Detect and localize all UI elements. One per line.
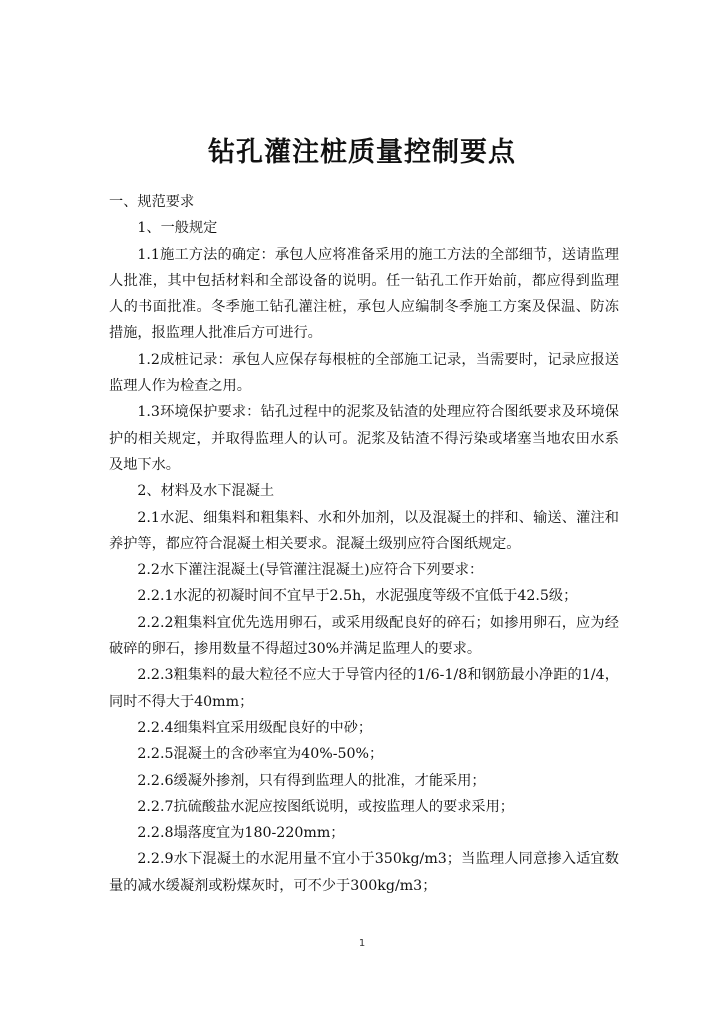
paragraph-1-1: 1.1施工方法的确定：承包人应将准备采用的施工方法的全部细节，送请监理人批准，其中包括材料和全部设备的说明。任一钻孔工作开始前，都应得到监理人的书面批准。冬季施工钻孔灌注桩，承包人应编制冬季施工方案及保温、防冻措施，报监理人批准后方可进行。 [109,246,619,342]
paragraph-2-2-8: 2.2.8塌落度宜为180-220mm； [137,825,345,842]
paragraph-2-2-4: 2.2.4细集料宜采用级配良好的中砂； [137,719,373,736]
document-body [109,189,619,899]
paragraph-1-3: 1.3环境保护要求：钻孔过程中的泥浆及钻渣的处理应符合图纸要求及环境保护的相关规定，并取得监理人的认可。泥浆及钻渣不得污染或堵塞当地农田水系及地下水。 [109,404,619,473]
paragraph-2-2-3: 2.2.3粗集料的最大粒径不应大于导管内径的1/6-1/8和钢筋最小净距的1/4，同时不得大于40mm； [109,667,619,710]
section-heading-1: 一、规范要求 [109,194,195,210]
paragraph-2-2-1: 2.2.1水泥的初凝时间不宜早于2.5h，水泥强度等级不宜低于42.5级； [137,588,578,605]
paragraph-2-2-5: 2.2.5混凝土的含砂率宜为40%-50%； [137,746,384,763]
paragraph-1-2: 1.2成桩记录：承包人应保存每根桩的全部施工记录，当需要时，记录应报送监理人作为检查之用。 [109,351,619,395]
paragraph-2-2-7: 2.2.7抗硫酸盐水泥应按图纸说明，或按监理人的要求采用； [137,798,514,815]
paragraph-2-2: 2.2水下灌注混凝土(导管灌注混凝土)应符合下列要求： [137,562,484,579]
subsection-heading-2: 2、材料及水下混凝土 [137,483,275,500]
page-number: 1 [358,938,366,949]
subsection-heading-1: 1、一般规定 [137,220,218,237]
paragraph-2-1: 2.1水泥、细集料和粗集料、水和外加剂，以及混凝土的拌和、输送、灌注和养护等，都应符合混凝土相关要求。混凝土级别应符合图纸规定。 [109,509,619,552]
paragraph-2-2-2: 2.2.2粗集料宜优先选用卵石，或采用级配良好的碎石；如掺用卵石，应为经破碎的卵石，掺用数量不得超过30%并满足监理人的要求。 [109,614,619,658]
paragraph-2-2-9: 2.2.9水下混凝土的水泥用量不宜小于350kg/m3；当监理人同意掺入适宜数量的减水缓凝剂或粉煤灰时，可不少于300kg/m3； [109,851,619,894]
paragraph-2-2-6: 2.2.6缓凝外掺剂，只有得到监理人的批准，才能采用； [137,772,486,789]
document-title: 钻孔灌注桩质量控制要点 [208,137,516,168]
